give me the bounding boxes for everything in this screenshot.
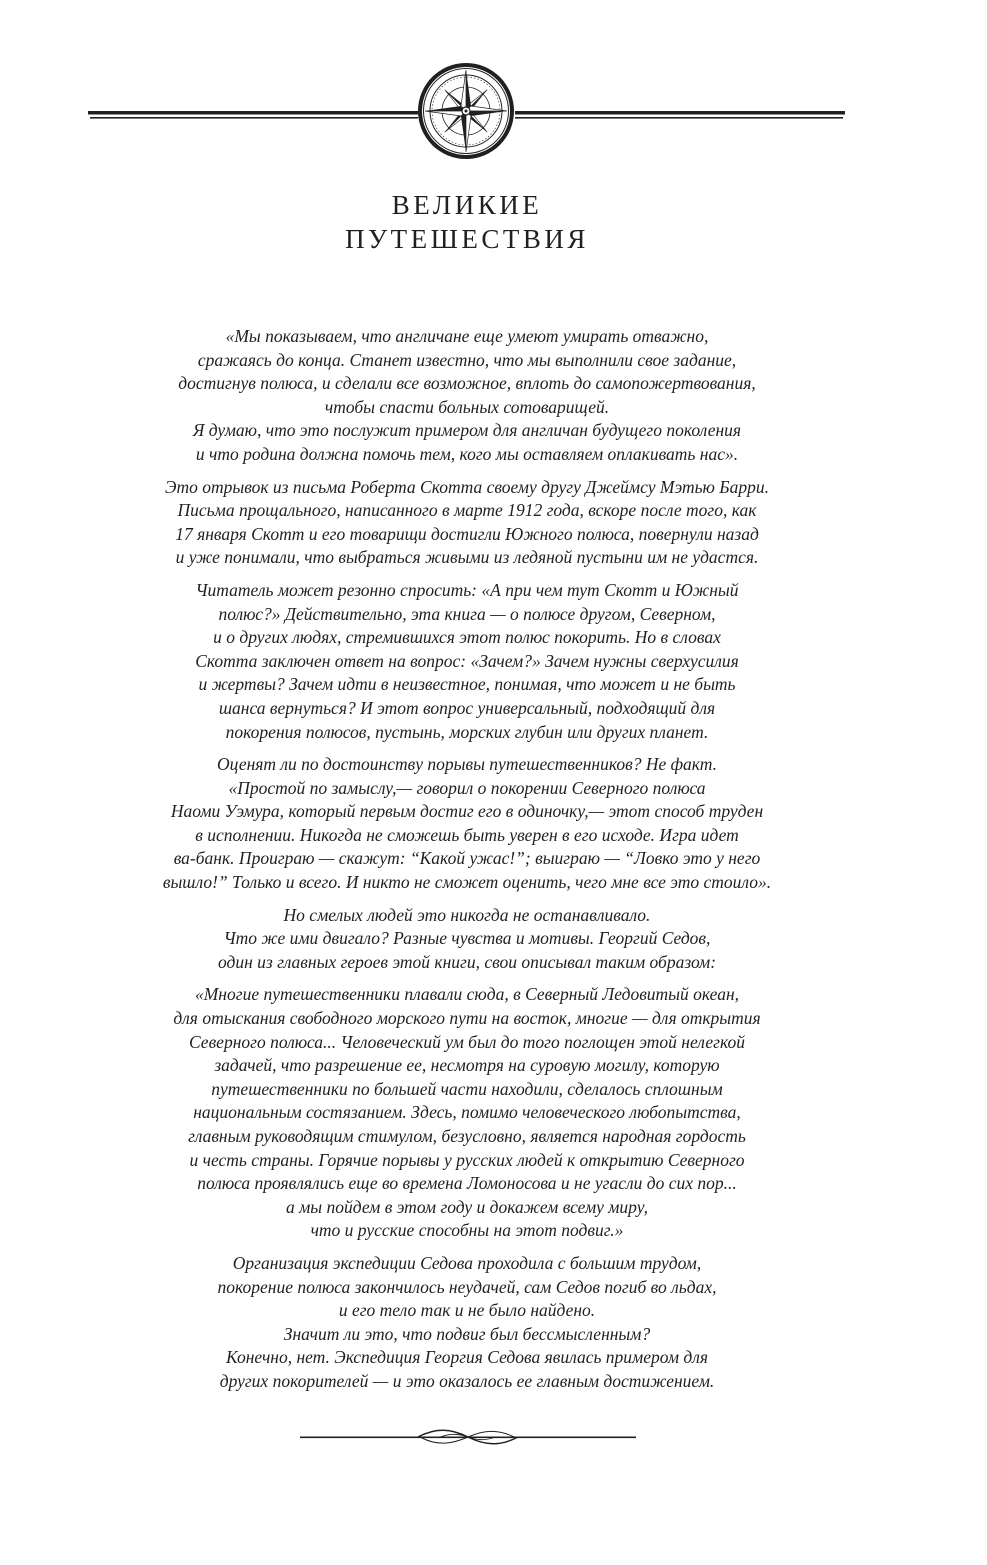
paragraph-3	[100, 579, 834, 744]
text-line: Организация экспедиции Седова проходила с большим трудом,	[232, 1252, 702, 1273]
paragraph-4	[100, 753, 834, 895]
header-rule-right	[515, 111, 845, 119]
title-line-1: ВЕЛИКИЕ	[391, 190, 543, 220]
text-line: вышло!” Только и всего. И никто не сможет оценить, чего мне все это стоило».	[162, 872, 772, 893]
text-line: «Простой по замыслу,— говорил о покорении Северного полюса	[228, 777, 706, 798]
text-line: а мы пойдем в этом году и докажем всему миру,	[286, 1196, 648, 1217]
text-line: 17 января Скотт и его товарищи достигли Южного полюса, повернули назад	[175, 523, 759, 544]
text-line: путешественники по большей части находили, сделалось сплошным	[211, 1078, 723, 1099]
text-line: достигнув полюса, и сделали все возможное, вплоть до самопожертвования,	[178, 373, 756, 394]
text-line: Значит ли это, что подвиг был бессмысленным?	[283, 1323, 651, 1344]
text-line: главным руководящим стимулом, безусловно, является народная гордость	[188, 1126, 746, 1146]
text-line: и о других людях, стремившихся этот полюс покорить. Но в словах	[213, 627, 721, 648]
text-line: и уже понимали, что выбраться живыми из ледяной пустыни им не удастся.	[175, 547, 759, 568]
text-line: ва-банк. Проиграю — скажут: “Какой ужас!”; выиграю — “Ловко это у него	[173, 848, 761, 869]
paragraph-7	[100, 1252, 834, 1394]
text-line: чтобы спасти больных сотоварищей.	[324, 396, 610, 417]
compass-rose-icon	[418, 63, 514, 159]
text-line: Северного полюса... Человеческий ум был до того поглощен этой нелегкой	[189, 1031, 745, 1052]
text-line: Я думаю, что это послужит примером для англичан будущего поколения	[192, 420, 742, 441]
text-line: Скотта заключен ответ на вопрос: «Зачем?» Зачем нужны сверхусилия	[195, 650, 739, 671]
text-line: других покорителей — и это оказалось ее главным достижением.	[219, 1370, 715, 1391]
text-line: в исполнении. Никогда не сможешь быть уверен в его исходе. Игра идет	[195, 824, 739, 845]
text-line: «Многие путешественники плавали сюда, в Северный Ледовитый океан,	[194, 984, 740, 1005]
paragraph-2	[100, 476, 834, 570]
header-rule-left	[88, 111, 418, 119]
text-line: Это отрывок из письма Роберта Скотта своему другу Джеймсу Мэтью Барри.	[165, 476, 769, 497]
text-line: Что же ими двигало? Разные чувства и мотивы. Георгий Седов,	[223, 928, 711, 949]
text-line: что и русские способны на этот подвиг.»	[310, 1220, 624, 1241]
paragraph-6	[100, 983, 834, 1243]
text-line: Но смелых людей это никогда не останавливало.	[283, 904, 651, 925]
text-line: Письма прощального, написанного в марте 1912 года, вскоре после того, как	[177, 500, 757, 521]
text-line: сражаясь до конца. Станет известно, что мы выполнили свое задание,	[197, 349, 737, 370]
paragraph-1	[100, 325, 834, 467]
paragraph-5	[100, 904, 834, 975]
text-line: и его тело так и не было найдено.	[338, 1300, 596, 1321]
page-title	[0, 188, 934, 256]
text-line: Читатель может резонно спросить: «А при чем тут Скотт и Южный	[195, 579, 739, 600]
text-line: один из главных героев этой книги, свои описывал таким образом:	[217, 951, 717, 972]
text-line: Конечно, нет. Экспедиция Георгия Седова явилась примером для	[226, 1347, 708, 1368]
text-line: и честь страны. Горячие порывы у русских людей к открытию Северного	[189, 1149, 745, 1170]
text-line: покорение полюса закончилось неудачей, сам Седов погиб во льдах,	[217, 1276, 717, 1297]
text-line: задачей, что разрешение ее, несмотря на суровую могилу, которую	[214, 1055, 720, 1076]
text-line: шанса вернуться? И этот вопрос универсальный, подходящий для	[218, 697, 716, 718]
text-line: и жертвы? Зачем идти в неизвестное, понимая, что может и не быть	[198, 674, 736, 695]
text-line: покорения полюсов, пустынь, морских глубин или других планет.	[225, 721, 709, 742]
title-line-2: ПУТЕШЕСТВИЯ	[345, 224, 589, 254]
text-line: полюс?» Действительно, эта книга — о полюсе другом, Северном,	[218, 603, 716, 624]
text-line: полюса проявлялись еще во времена Ломоносова и не угасли до сих пор...	[197, 1173, 737, 1194]
text-line: национальным состязанием. Здесь, помимо человеческого любопытства,	[193, 1102, 741, 1123]
text-line: «Мы показываем, что англичане еще умеют умирать отважно,	[225, 326, 709, 346]
text-line: для отыскания свободного морского пути на восток, многие — для открытия	[173, 1008, 761, 1029]
text-line: Наоми Уэмура, который первым достиг его в одиночку,— этот способ труден	[170, 801, 764, 822]
text-line: Оценят ли по достоинству порывы путешественников? Не факт.	[217, 754, 717, 775]
header-ornament	[0, 0, 987, 170]
flourish-divider-icon	[300, 1424, 636, 1452]
text-line: и что родина должна помочь тем, кого мы оставляем оплакивать нас».	[195, 443, 739, 464]
body-text	[100, 325, 834, 1403]
